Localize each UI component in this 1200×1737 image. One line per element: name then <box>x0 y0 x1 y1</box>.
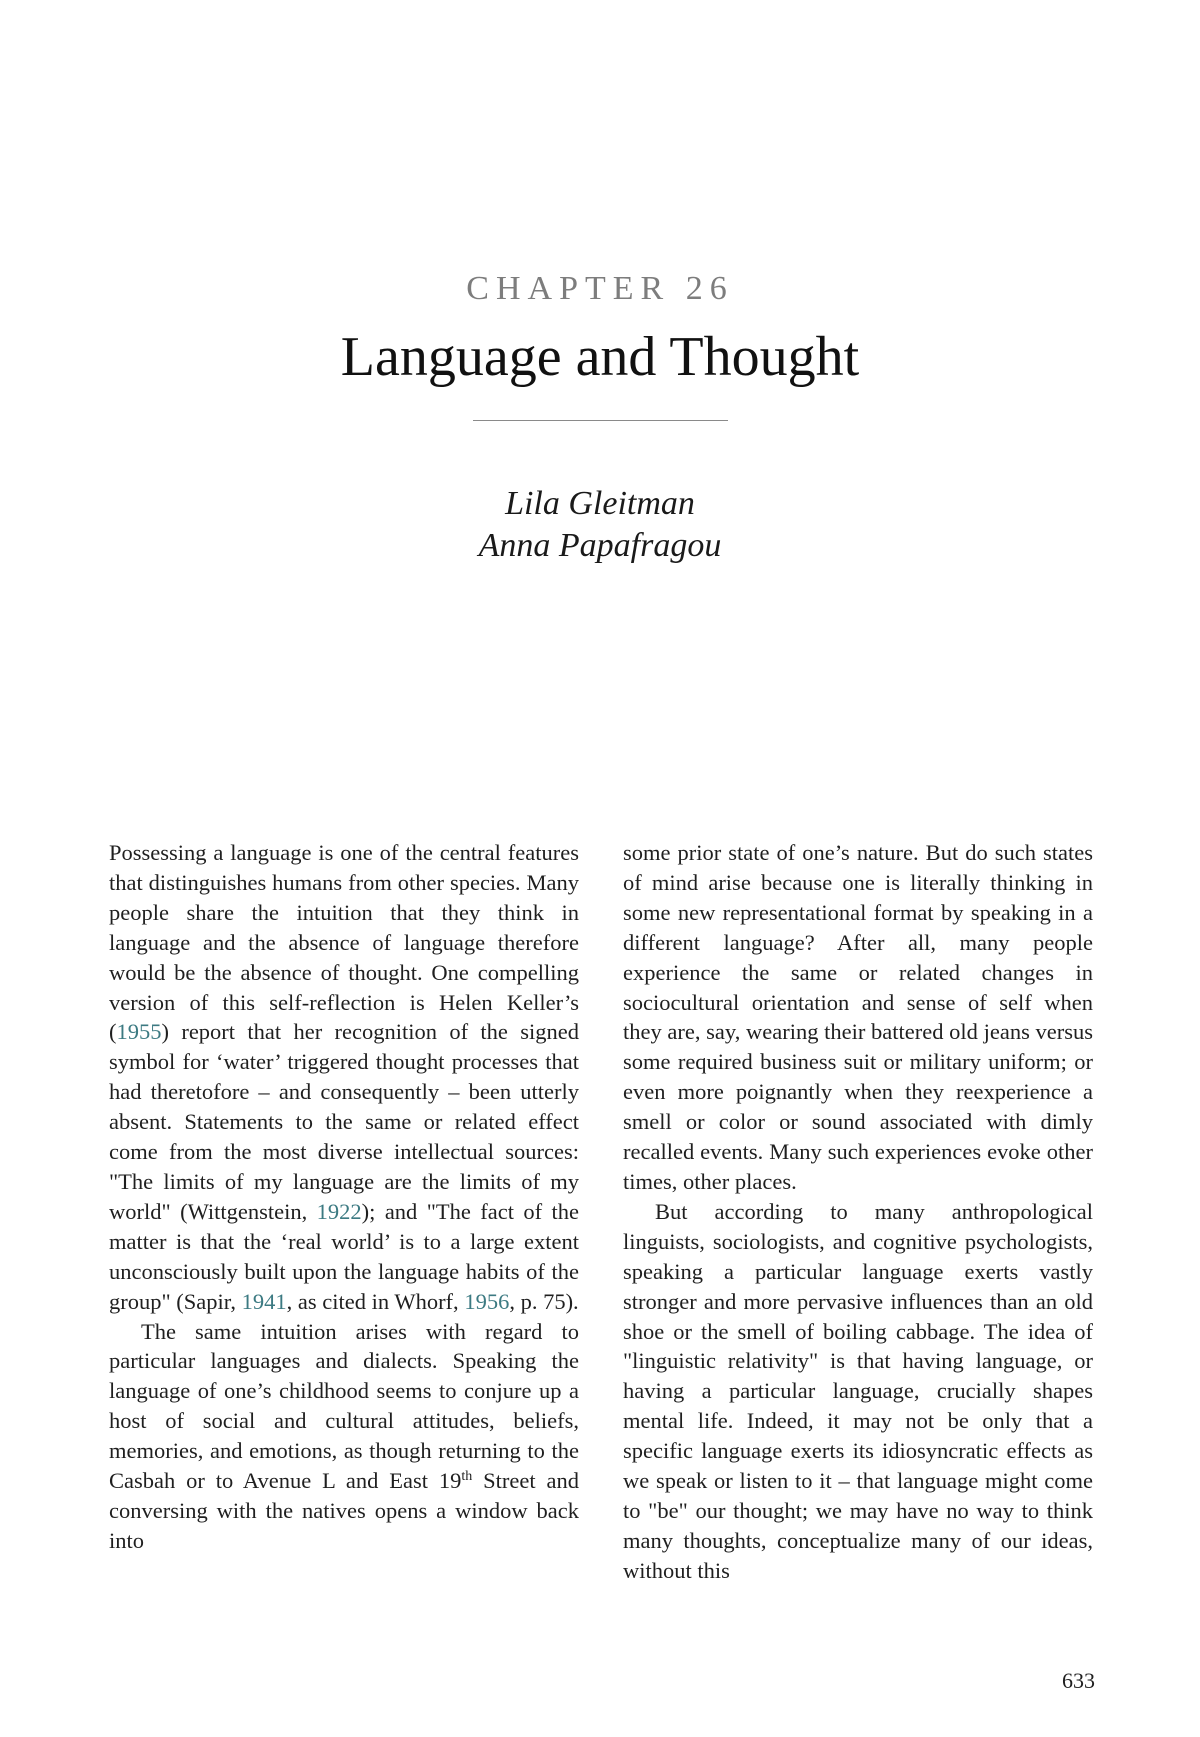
paragraph-text: The same intuition arises with regard to particular languages and dialects. Speaking the language of one’s childhood seems to conjure up a host of social and cultural attitudes, beliefs, memories, and emotions, as though returning to the Casbah or to Avenue L and East 19 <box>109 1318 579 1494</box>
author-list <box>0 483 1200 567</box>
citation-link[interactable]: 1956 <box>464 1288 510 1314</box>
paragraph-2 <box>109 1317 579 1556</box>
text-column-right <box>623 838 1093 1586</box>
chapter-label: CHAPTER 26 <box>466 270 734 307</box>
author-name: Lila Gleitman <box>505 485 695 522</box>
paragraph-text: ); and "The fact of the matter is that the ‘real world’ is to a large extent unconsciously built upon the language habits of the group" (Sapir, <box>109 1198 580 1314</box>
paragraph-text: , as cited in Whorf, <box>286 1288 465 1314</box>
citation-link[interactable]: 1955 <box>116 1019 162 1045</box>
author-name: Anna Papafragou <box>478 527 722 564</box>
citation-link[interactable]: 1922 <box>316 1198 362 1224</box>
paragraph-1 <box>109 838 579 1317</box>
paragraph-text: ) report that her recognition of the signed symbol for ‘water’ triggered thought processes that had theretofore – and consequently – been utterly absent. Statements to the same or related effect come from the most diverse intellectual sources: "The limits of my language are the limits of my world" (Wittgenstein, <box>109 1019 579 1224</box>
paragraph-3: some prior state of one’s nature. But do such states of mind arise because one is literally thinking in some new representational format by speaking in a different language? After all, many people experience the same or related changes in sociocultural orientation and sense of self when they are, say, wearing their battered old jeans versus some required business suit or military uniform; or even more poignantly when they reexperience a smell or color or sound associated with dimly recalled events. Many such experiences evoke other times, other places. <box>623 840 1093 1194</box>
paragraph-4: But according to many anthropological linguists, sociologists, and cognitive psychologists, speaking a particular language exerts vastly stronger and more pervasive influences than an old shoe or the smell of boiling cabbage. The idea of "linguistic relativity" is that having language, or having a particular language, crucially shapes mental life. Indeed, it may not be only that a specific language exerts its idiosyncratic effects as we speak or listen to it – that language might come to "be" our thought; we may have no way to think many thoughts, conceptualize many of our ideas, without this <box>623 1198 1093 1583</box>
text-column-left <box>109 838 579 1556</box>
paragraph-text: , p. 75). <box>509 1288 579 1314</box>
citation-link[interactable]: 1941 <box>241 1288 287 1314</box>
superscript: th <box>461 1469 473 1485</box>
page-number: 633 <box>1062 1668 1095 1693</box>
paragraph-text: Possessing a language is one of the central features that distinguishes humans from other species. Many people share the intuition that they think in language and the absence of language therefore would be the absence of thought. One compelling version of this self-reflection is Helen Keller’s ( <box>109 840 579 1045</box>
title-divider <box>473 420 728 421</box>
paragraph-text: Street and conversing with the natives opens a window back into <box>109 1468 580 1553</box>
chapter-title: Language and Thought <box>340 326 860 388</box>
